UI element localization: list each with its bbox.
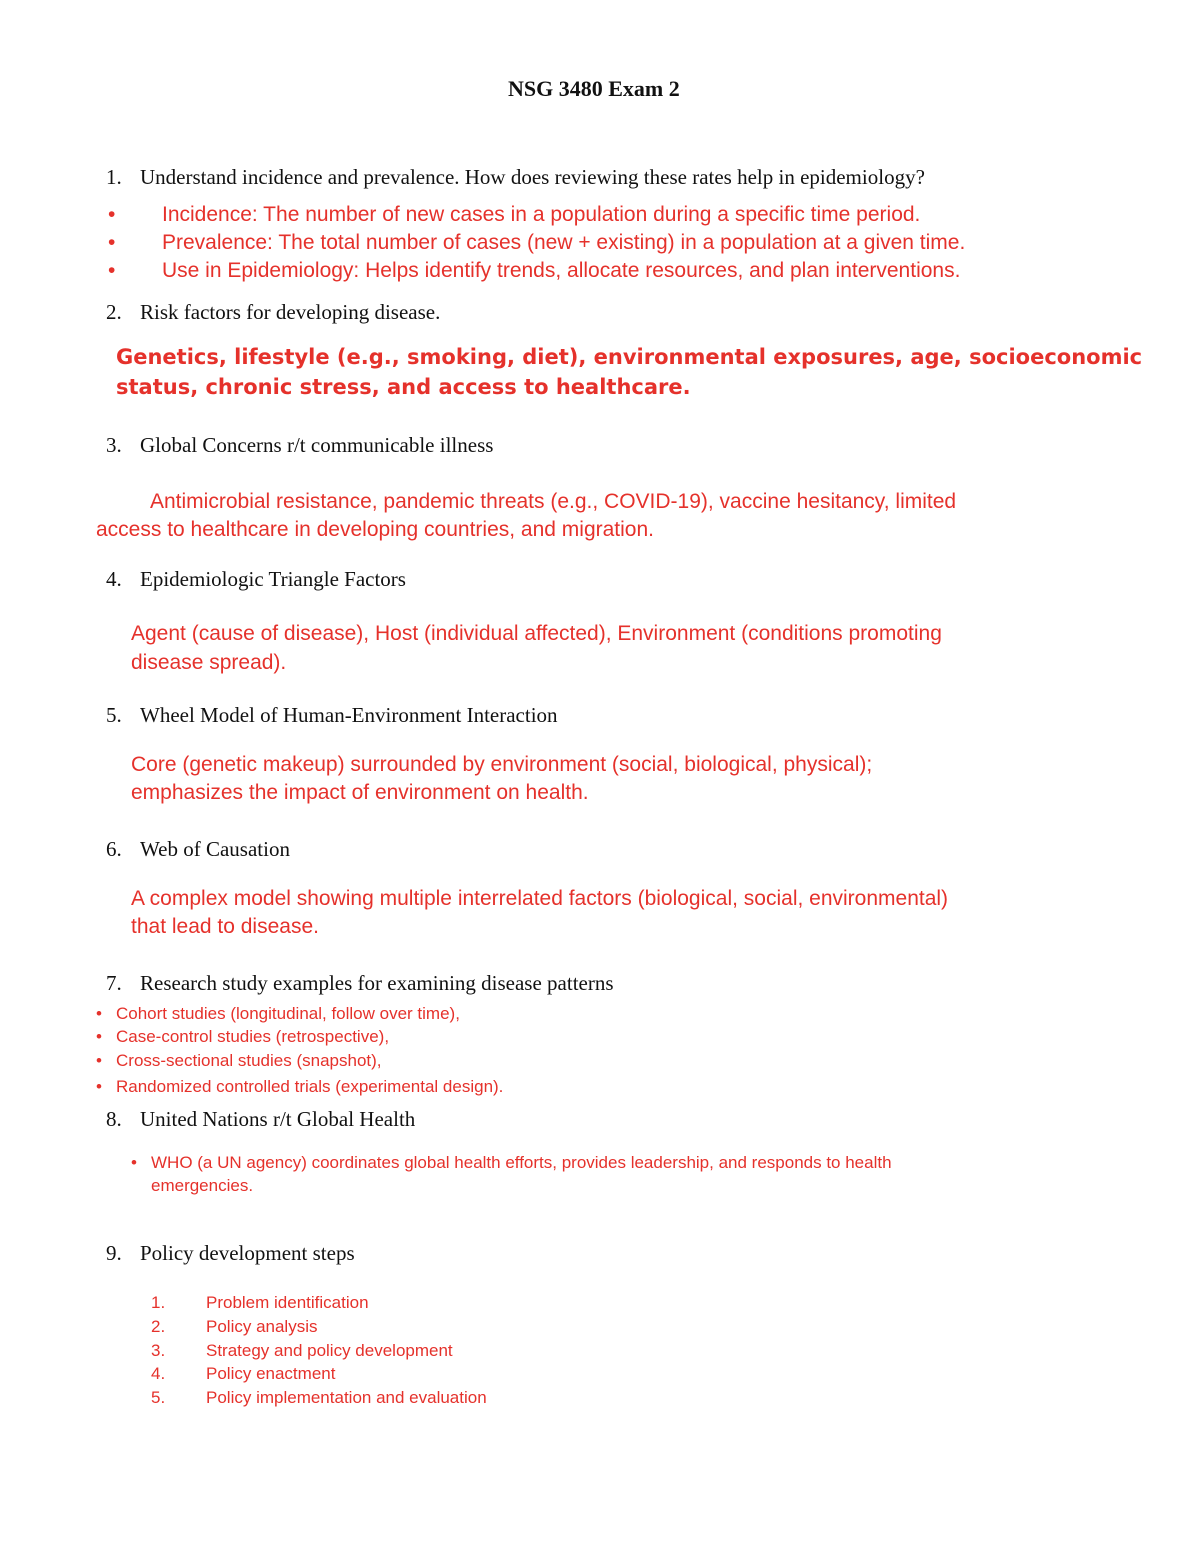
q2-answer-line-2: status, chronic stress, and access to healthcare.: [116, 375, 691, 399]
question-text: Understand incidence and prevalence. How does reviewing these rates help in epidemiology?: [140, 165, 925, 189]
q7-answer-cohort: [96, 1004, 460, 1024]
question-text: Risk factors for developing disease.: [140, 300, 441, 324]
bullet-icon: •: [96, 1051, 102, 1070]
q9-step: [151, 1317, 318, 1337]
question-5: [106, 703, 558, 728]
q3-answer-line-2: access to healthcare in developing countries, and migration.: [96, 518, 654, 541]
step-number: 1.: [151, 1293, 166, 1312]
q1-answer-incidence: [108, 203, 921, 227]
answer-text: Randomized controlled trials (experimental design).: [116, 1077, 504, 1096]
step-number: 5.: [151, 1388, 166, 1407]
bullet-icon: •: [96, 1027, 102, 1046]
question-number: 5.: [106, 703, 122, 727]
q9-step: [151, 1341, 453, 1361]
step-text: Strategy and policy development: [206, 1341, 453, 1360]
q8-answer: [131, 1153, 892, 1173]
question-text: Epidemiologic Triangle Factors: [140, 567, 406, 591]
q5-answer-line-1: Core (genetic makeup) surrounded by environment (social, biological, physical);: [131, 753, 873, 776]
question-text: Wheel Model of Human-Environment Interaction: [140, 703, 558, 727]
page-title: NSG 3480 Exam 2: [508, 76, 680, 101]
question-text: Web of Causation: [140, 837, 290, 861]
q6-answer-line-2: that lead to disease.: [131, 915, 319, 938]
q9-step: [151, 1388, 487, 1408]
answer-text: Case-control studies (retrospective),: [116, 1027, 390, 1046]
answer-text: Cross-sectional studies (snapshot),: [116, 1051, 382, 1070]
q2-answer-line-1: Genetics, lifestyle (e.g., smoking, diet), environmental exposures, age, socioeconomic: [116, 345, 1143, 369]
question-number: 8.: [106, 1107, 122, 1131]
q7-answer-rct: [96, 1077, 504, 1097]
step-number: 2.: [151, 1317, 166, 1336]
question-6: [106, 837, 290, 862]
question-text: United Nations r/t Global Health: [140, 1107, 416, 1131]
step-number: 4.: [151, 1364, 166, 1383]
q1-answer-prevalence: [108, 231, 966, 255]
question-number: 2.: [106, 300, 122, 324]
bullet-icon: •: [108, 259, 116, 282]
step-text: Policy implementation and evaluation: [206, 1388, 487, 1407]
question-number: 4.: [106, 567, 122, 591]
question-1: [106, 165, 925, 190]
step-number: 3.: [151, 1341, 166, 1360]
answer-text: Prevalence: The total number of cases (new + existing) in a population at a given time.: [162, 231, 966, 254]
question-number: 9.: [106, 1241, 122, 1265]
bullet-icon: •: [96, 1077, 102, 1096]
q5-answer-line-2: emphasizes the impact of environment on health.: [131, 781, 589, 804]
q3-answer-line-1: Antimicrobial resistance, pandemic threats (e.g., COVID-19), vaccine hesitancy, limited: [150, 490, 957, 513]
question-text: Global Concerns r/t communicable illness: [140, 433, 494, 457]
q4-answer-line-1: Agent (cause of disease), Host (individual affected), Environment (conditions promoting: [131, 622, 942, 645]
answer-text: WHO (a UN agency) coordinates global health efforts, provides leadership, and responds to health: [151, 1153, 892, 1172]
question-number: 7.: [106, 971, 122, 995]
question-number: 6.: [106, 837, 122, 861]
q6-answer-line-1: A complex model showing multiple interrelated factors (biological, social, environmental): [131, 887, 949, 910]
question-3: [106, 433, 493, 458]
question-number: 3.: [106, 433, 122, 457]
answer-text: Incidence: The number of new cases in a population during a specific time period.: [162, 203, 921, 226]
answer-text: Cohort studies (longitudinal, follow over time),: [116, 1004, 460, 1023]
q7-answer-cross-sectional: [96, 1051, 382, 1071]
answer-text: Use in Epidemiology: Helps identify trends, allocate resources, and plan interventions.: [162, 259, 961, 282]
bullet-icon: •: [108, 203, 116, 226]
question-9: [106, 1241, 355, 1266]
bullet-icon: •: [96, 1004, 102, 1023]
question-text: Policy development steps: [140, 1241, 355, 1265]
q1-answer-epidemiology: [108, 259, 961, 283]
q8-answer-line-2: emergencies.: [151, 1176, 254, 1195]
question-number: 1.: [106, 165, 122, 189]
step-text: Policy enactment: [206, 1364, 336, 1383]
question-2: [106, 300, 440, 325]
question-8: [106, 1107, 415, 1132]
q7-answer-case-control: [96, 1027, 390, 1047]
q9-step: [151, 1293, 369, 1313]
q4-answer-line-2: disease spread).: [131, 651, 287, 674]
step-text: Policy analysis: [206, 1317, 318, 1336]
question-4: [106, 567, 406, 592]
question-7: [106, 971, 614, 996]
q9-step: [151, 1364, 336, 1384]
step-text: Problem identification: [206, 1293, 369, 1312]
bullet-icon: •: [131, 1153, 137, 1172]
bullet-icon: •: [108, 231, 116, 254]
question-text: Research study examples for examining disease patterns: [140, 971, 614, 995]
